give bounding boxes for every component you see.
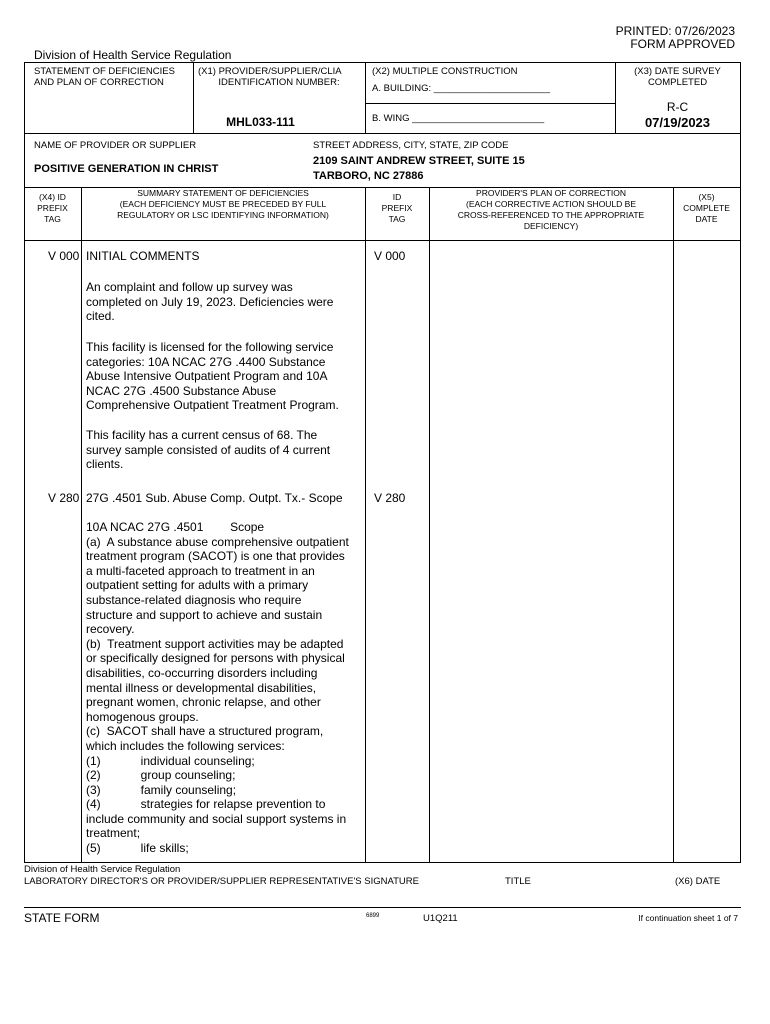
form-approved: FORM APPROVED	[630, 37, 735, 51]
event-id: U1Q211	[423, 913, 458, 924]
v000-title: INITIAL COMMENTS	[86, 249, 200, 263]
v000-paragraph-2: This facility is licensed for the following service categories: 10A NCAC 27G .4400 Substance Abuse Intensive Outpatient Program and 10A NCAC 27G .4500 Substance Abuse Comprehensive Outpatient Treatment Program.	[86, 340, 339, 413]
form-number: 6899	[366, 913, 380, 919]
address-line-1: 2109 SAINT ANDREW STREET, SUITE 15	[313, 155, 525, 167]
survey-code: R-C	[666, 100, 689, 114]
v000-id-tag: V 000	[374, 249, 406, 263]
v000-paragraph-3: This facility has a current census of 68. The survey sample consisted of audits of 4 current clients.	[86, 428, 331, 472]
x1-label-2: IDENTIFICATION NUMBER:	[218, 77, 340, 88]
provider-id: MHL033-111	[226, 115, 295, 129]
v280-body: 10A NCAC 27G .4501 Scope (a) A substance abuse comprehensive outpatient treatment program (SACOT) is one that provides a multi-faceted approach to treatment in an outpatient setting for adults with a primary substance-related diagnosis who require structure and support to achieve and sustain recovery. (b) Treatment support activities may be adapted or specifically designed for persons with physical disabilities, co-occurring disorders including mental illness or developmental disabilities, pregnant women, chronic relapse, and other homogenous groups. (c) SACOT shall have a structured program, which includes the following services: (1) individual counseling; (2) group counseling; (3) family counseling; (4) strategies for relapse prevention to include community and social support systems in treatment; (5) life skills;	[86, 520, 349, 856]
v280-title: 27G .4501 Sub. Abuse Comp. Outpt. Tx.- Scope	[86, 491, 343, 505]
x3-label-2: COMPLETED	[647, 77, 708, 88]
continuation-sheet: If continuation sheet 1 of 7	[638, 913, 738, 923]
col-x4-header: (X4) ID PREFIX TAG	[37, 192, 68, 224]
address-label: STREET ADDRESS, CITY, STATE, ZIP CODE	[313, 140, 509, 151]
printed-date: PRINTED: 07/26/2023	[615, 24, 735, 38]
statement-title-1: STATEMENT OF DEFICIENCIES	[34, 66, 175, 77]
division-title: Division of Health Service Regulation	[34, 48, 232, 62]
signature-label: LABORATORY DIRECTOR'S OR PROVIDER/SUPPLIER REPRESENTATIVE'S SIGNATURE	[24, 876, 419, 887]
col-summary-header: SUMMARY STATEMENT OF DEFICIENCIES (EACH DEFICIENCY MUST BE PRECEDED BY FULL REGULATORY OR LSC IDENTIFYING INFORMATION)	[117, 188, 329, 220]
v000-prefix-tag: V 000	[48, 249, 80, 263]
v000-paragraph-1: An complaint and follow up survey was completed on July 19, 2023. Deficiencies were cited.	[86, 280, 334, 324]
x1-label-1: (X1) PROVIDER/SUPPLIER/CLIA	[198, 66, 342, 77]
v280-id-tag: V 280	[374, 491, 406, 505]
title-label: TITLE	[505, 876, 531, 887]
provider-name-label: NAME OF PROVIDER OR SUPPLIER	[34, 140, 197, 151]
col-plan-header: PROVIDER'S PLAN OF CORRECTION (EACH CORRECTIVE ACTION SHOULD BE CROSS-REFERENCED TO THE APPROPRIATE DEFICIENCY)	[457, 188, 645, 231]
address-line-2: TARBORO, NC 27886	[313, 170, 424, 182]
col-x5-header: (X5) COMPLETE DATE	[683, 192, 730, 224]
survey-date: 07/19/2023	[644, 115, 711, 130]
x2-label: (X2) MULTIPLE CONSTRUCTION	[372, 66, 518, 77]
x2-wing: B. WING _________________________	[372, 113, 545, 124]
col-id-header: ID PREFIX TAG	[381, 192, 413, 224]
x2-building: A. BUILDING: ______________________	[372, 83, 550, 94]
v280-prefix-tag: V 280	[48, 491, 80, 505]
provider-name: POSITIVE GENERATION IN CHRIST	[34, 163, 219, 175]
statement-title-2: AND PLAN OF CORRECTION	[34, 77, 164, 88]
footer-division: Division of Health Service Regulation	[24, 864, 181, 875]
date-label: (X6) DATE	[675, 876, 721, 887]
x3-label-1: (X3) DATE SURVEY	[634, 66, 721, 77]
state-form-label: STATE FORM	[24, 911, 100, 925]
